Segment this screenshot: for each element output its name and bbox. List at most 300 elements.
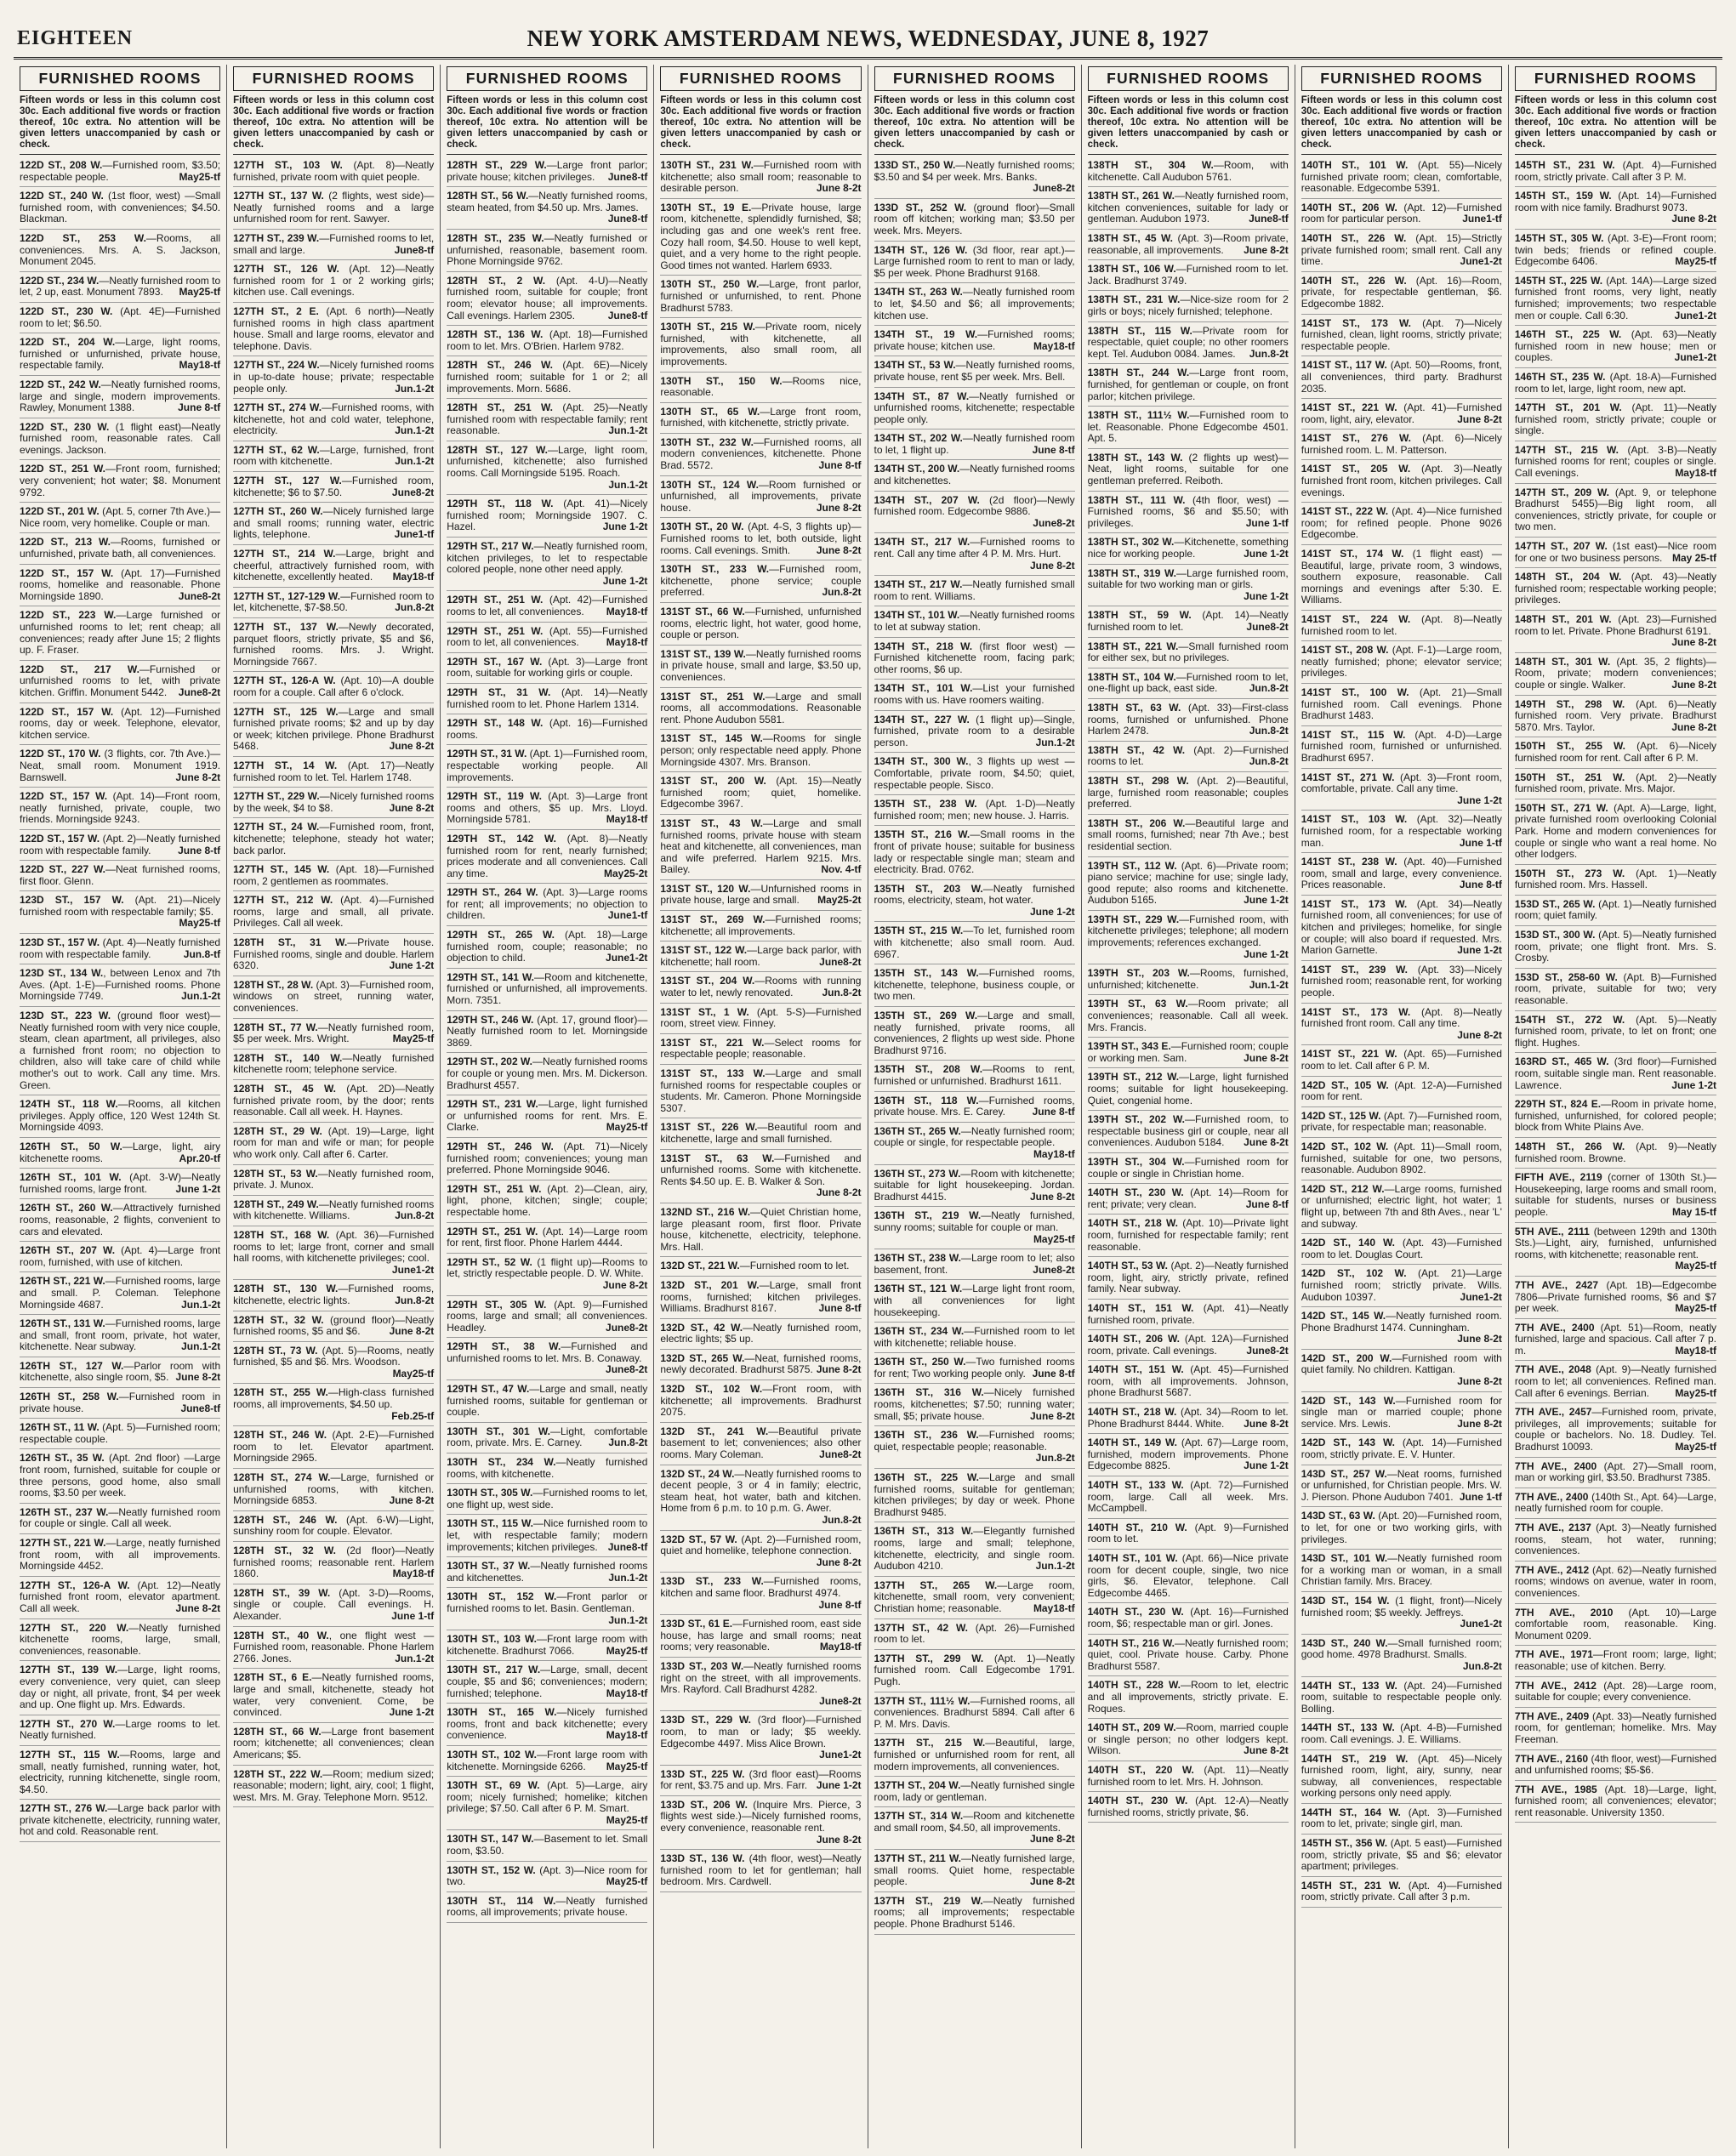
classified-ad	[447, 748, 647, 788]
ad-text: (1st east)—Nice room for one or two business persons.	[1514, 540, 1716, 564]
ad-text: —High-class furnished rooms, all improvements, $4.50 up.	[233, 1386, 435, 1411]
ad-address: 150TH ST., 273 W.	[1514, 867, 1625, 879]
classified-ad	[233, 622, 434, 672]
ad-address: 138TH ST., 304 W.	[1087, 159, 1214, 171]
classified-ad	[660, 1260, 861, 1277]
ad-run-code: May18-tf	[179, 359, 221, 372]
classified-ad	[447, 594, 647, 622]
ad-address: 131ST ST., 226 W.	[660, 1121, 758, 1134]
ad-run-code: June 8-2t	[1029, 1190, 1075, 1203]
ad-text: (4th floor, west)—Furnished and unfurnished rooms; $5-$6.	[1514, 1752, 1716, 1777]
ad-run-code: June 1-2t	[1244, 1459, 1289, 1472]
ad-address: 128TH ST., 39 W.	[233, 1586, 331, 1599]
ad-text: (Apt. 3)—Neatly furnished front room, kitchen privileges. Call evenings.	[1301, 463, 1502, 498]
ad-text: —Two furnished rooms for rent; Two working people only.	[874, 1356, 1075, 1379]
ad-address: 130TH ST., 103 W.	[447, 1633, 537, 1646]
classified-ad	[1515, 1565, 1716, 1604]
classified-ad	[233, 1230, 434, 1280]
classified-ad	[874, 1738, 1075, 1777]
ad-address: 129TH ST., 47 W.	[447, 1383, 530, 1396]
ad-text: —Neatly furnished or unfurnished rooms, kitchenette; respectable people only.	[874, 390, 1075, 425]
ad-text: (Apt. 3)—Nice room for two.	[447, 1863, 648, 1888]
ad-text: (Apt. 14)—Large room for rent, first floor. Phone Harlem 4444.	[447, 1225, 648, 1249]
classified-ad	[447, 972, 647, 1011]
ad-address: 122D ST., 217 W.	[20, 663, 139, 675]
ad-address: 127TH ST., 127 W.	[233, 475, 342, 487]
classified-ad	[1088, 1303, 1289, 1330]
ad-text: —Select rooms for respectable people; reasonable.	[660, 1036, 862, 1061]
ad-text: —Furnished room to let. Jack. Bradhurst 3749.	[1087, 263, 1289, 287]
classified-ad	[1088, 367, 1289, 407]
classified-ad	[1088, 745, 1289, 772]
ad-run-code: June1-2t	[1674, 309, 1716, 321]
ad-text: —Large, light furnished or unfurnished rooms for rent. Mrs. E. Clarke.	[447, 1098, 648, 1134]
ad-text: —Small rooms in the front of private house; suitable for business lady or respectable single man; steam and electricity. Brad. 0762.	[874, 828, 1075, 876]
ad-address: 133D ST., 225 W.	[660, 1767, 745, 1780]
ad-text: (Apt. 6)—Nicely furnished room for rent. Call after 6 P. M.	[1514, 740, 1716, 764]
ad-text: —Large, bright and cheerful, attractively furnished room, with kitchenette, excellently heated.	[233, 548, 435, 583]
classified-ad	[1088, 495, 1289, 534]
ad-run-code: Jun.1-2t	[181, 990, 221, 1003]
ad-run-code: June 8-tf	[178, 401, 221, 414]
ad-text: (Apt. 12-A)—Furnished room for rent.	[1301, 1078, 1502, 1103]
ad-run-code: June8-2t	[1033, 516, 1075, 529]
rate-notice: Fifteen words or less in this column cost 30c. Each additional five words or fraction thereof, 10c extra. No attention will be given letters unaccompanied by cash or check.	[1515, 95, 1716, 155]
classified-ad	[874, 610, 1075, 637]
ad-address: 128TH ST., 31 W.	[233, 936, 348, 949]
ad-text: (Apt. 1)—Neatly furnished room; quiet family.	[1514, 897, 1716, 922]
ad-run-code: May18-tf	[392, 571, 435, 583]
ad-address: 7TH AVE., 2412	[1514, 1563, 1590, 1576]
classified-ad	[1088, 191, 1289, 230]
ad-text: (Apt. 4-U)—Neatly furnished room, suitable for couple; front room; elevator house; all improvements. Call evenings. Harlem 2305.	[447, 274, 648, 321]
ad-run-code: Jun.1-2t	[608, 478, 648, 491]
ad-text: —Large, small front rooms, furnished; kitchen privileges. Williams. Bradhurst 8167.	[660, 1278, 862, 1315]
ad-run-code: June 8-2t	[816, 501, 862, 514]
ad-text: (Apt. 21)—Large furnished room; strictly private. Wills. Audubon 10397.	[1301, 1267, 1502, 1303]
ad-run-code: Jun.8-2t	[608, 1436, 648, 1449]
classified-ad	[233, 760, 434, 788]
classified-ad	[874, 925, 1075, 964]
ad-text: (Apt. 12A)—Furnished room, private. Call evenings.	[1087, 1333, 1289, 1357]
ad-run-code: June1-2t	[1460, 1618, 1502, 1630]
ad-text: —Private house. Furnished rooms, single and double. Harlem 6320.	[233, 936, 435, 972]
ad-text: (Apt. 51)—Room, neatly furnished, large and spacious. Call after 7 p. m.	[1514, 1321, 1716, 1357]
classified-ad	[20, 1803, 220, 1842]
ad-text: (Apt. 67)—Large room, furnished, modern improvements. Phone Edgecombe 8825.	[1087, 1436, 1289, 1472]
ad-run-code: June 8-2t	[1671, 678, 1716, 691]
ad-run-code: June8-tf	[607, 170, 648, 183]
ad-text: —Neatly furnished room to let, 1 flight up.	[874, 432, 1075, 456]
ad-address: 142D ST., 140 W.	[1301, 1237, 1395, 1249]
classified-ad	[1088, 672, 1289, 699]
ad-address: 129TH ST., 251 W.	[447, 624, 544, 637]
ad-address: 129TH ST., 148 W.	[447, 717, 544, 730]
ad-text: —Furnished rooms, all conveniences. Bradhurst 5894. Call after 6 P. M. Mrs. Davis.	[874, 1694, 1075, 1730]
classified-ad	[1088, 537, 1289, 564]
ad-address: 133D ST., 136 W.	[660, 1852, 745, 1865]
ad-run-code: June 8-tf	[1032, 443, 1075, 456]
ad-text: —Neatly furnished room, kitchen conveniences, suitable for lady or gentleman. Audubon 1973.	[1087, 190, 1289, 225]
ad-text: —Furnished and unfurnished rooms to let. Mrs. B. Conaway.	[447, 1340, 648, 1364]
classified-ad	[20, 664, 220, 703]
ad-text: (Apt. 4)—Neatly furnished room with respectable family.	[20, 936, 221, 960]
ad-address: 129TH ST., 119 W.	[447, 790, 542, 803]
ad-address: 127TH ST., 276 W.	[20, 1802, 108, 1815]
ad-text: (Apt. 34)—Neatly furnished room, all conveniences; for use of kitchen and privileges; homelike, for single or couple; will also board if requested. Mrs. Marion Garnette.	[1301, 897, 1502, 957]
ad-text: —Neat, furnished rooms, newly decorated. Bradhurst 5875.	[660, 1351, 862, 1376]
ad-address: 135TH ST., 216 W.	[874, 828, 970, 841]
classified-ad	[1515, 772, 1716, 799]
ad-address: 128TH ST., 246 W.	[233, 1429, 327, 1442]
ad-address: 153D ST., 300 W.	[1514, 929, 1596, 941]
ad-run-code: May25-tf	[606, 1813, 648, 1826]
ad-text: (Apt. 24)—Furnished room, suitable to respectable people only. Bolling.	[1301, 1679, 1502, 1715]
ad-text: (Apt. 2)—Neatly furnished room, light, airy, strictly private, refined family. Near subway.	[1087, 1260, 1289, 1295]
classified-ad	[874, 1387, 1075, 1426]
classified-ad	[874, 714, 1075, 754]
ad-address: 131ST ST., 221 W.	[660, 1036, 765, 1049]
ad-text: —Furnished room to let, kitchenette, $7-$8.50.	[233, 589, 435, 614]
classified-ad	[660, 733, 861, 772]
ad-text: (Apt. 23)—Furnished room to let. Private. Phone Bradhurst 6191.	[1514, 613, 1716, 637]
classified-ad	[660, 914, 861, 941]
ad-text: —Newly decorated, parquet floors, strictly private, $5 and $6, furnished rooms. Mrs. J. Wright. Morningside 7667.	[233, 621, 435, 668]
classified-ad	[1301, 1049, 1502, 1076]
ad-text: (Apt. 3)—Front room, comfortable, private. Call any time.	[1301, 771, 1502, 795]
ad-address: 7TH AVE., 2412	[1514, 1679, 1597, 1692]
classified-ad	[233, 864, 434, 891]
ad-address: 140TH ST., 230 W.	[1087, 1606, 1184, 1618]
ad-text: (Apt. 14A)—Large sized furnished front rooms, very light, neatly furnished; improvements; two respectable men or couple. Call 6:30.	[1514, 274, 1716, 321]
ad-run-code: June 8-2t	[1244, 243, 1289, 256]
ad-run-code: June 8-2t	[816, 1186, 862, 1199]
classified-ad	[660, 1715, 861, 1765]
ad-address: 136TH ST., 273 W.	[874, 1167, 961, 1180]
ad-text: —Furnished room for couple or single in Christian home.	[1087, 1155, 1289, 1180]
classified-ad	[1515, 1784, 1716, 1823]
ad-text: (Apt. 12)—Furnished rooms, day or week. Telephone, elevator, kitchen service.	[20, 705, 221, 741]
ad-text: (Apt. 21)—Nicely furnished room with respectable family; $5.	[20, 894, 221, 918]
classified-ad	[233, 402, 434, 441]
classified-ad	[874, 968, 1075, 1007]
ad-address: 122D ST., 157 W.	[20, 790, 108, 803]
classified-ad	[1301, 614, 1502, 641]
ad-run-code: June 8-2t	[389, 1325, 435, 1338]
ad-run-code: Jun.1-2t	[1249, 978, 1289, 991]
classified-ad	[1515, 276, 1716, 326]
classified-ad	[1088, 914, 1289, 964]
classified-ad	[1301, 1437, 1502, 1465]
classified-ad	[20, 1664, 220, 1715]
ad-address: 137TH ST., 219 W.	[874, 1894, 983, 1907]
ad-address: 142D ST., 212 W.	[1301, 1182, 1385, 1195]
ad-address: 139TH ST., 202 W.	[1087, 1113, 1185, 1126]
classified-ad	[233, 707, 434, 757]
classified-ad	[660, 1280, 861, 1319]
ad-address: 127TH ST., 229 W.	[233, 790, 320, 803]
rate-notice: Fifteen words or less in this column cost 30c. Each additional five words or fraction thereof, 10c extra. No attention will be given letters unaccompanied by cash or check.	[447, 95, 647, 155]
classified-ad	[447, 687, 647, 714]
ad-address: 130TH ST., 305 W.	[447, 1487, 533, 1499]
classified-ad	[1088, 641, 1289, 668]
ad-text: —Unfurnished rooms in private house, large and small.	[660, 882, 862, 907]
ad-run-code: June 8-2t	[1457, 1375, 1502, 1388]
ad-text: —Neatly furnished room, electric lights; $5 up.	[660, 1321, 862, 1345]
ad-address: 130TH ST., 152 W.	[447, 1590, 557, 1603]
ad-address: 127TH ST., 145 W.	[233, 863, 330, 876]
classified-ad	[233, 1727, 434, 1766]
ad-run-code: May25-2t	[817, 894, 862, 907]
ad-text: (1 flight up)—Single, furnished, private room to a desirable person.	[874, 713, 1075, 748]
ad-run-code: Jun.8-2t	[395, 1209, 435, 1222]
ad-address: 133D ST., 229 W.	[660, 1714, 751, 1727]
classified-ad	[1301, 1268, 1502, 1307]
ad-run-code: June 1-2t	[389, 1706, 435, 1719]
classified-ad	[20, 1719, 220, 1746]
classified-column	[441, 65, 654, 2148]
classified-ad	[1515, 1461, 1716, 1488]
ad-address: 140TH ST., 151 W.	[1087, 1363, 1184, 1376]
ad-address: 128TH ST., 127 W.	[447, 443, 548, 456]
classified-ad	[447, 360, 647, 399]
ad-text: (Apt. 18)—Furnished room, 2 gentlemen as roommates.	[233, 863, 435, 887]
ad-address: 140TH ST., 151 W.	[1087, 1301, 1194, 1314]
ad-address: 135TH ST., 143 W.	[874, 967, 979, 980]
ad-address: 130TH ST., 147 W.	[447, 1833, 534, 1846]
ad-address: 130TH ST., 19 E.	[660, 201, 752, 213]
ad-text: —Furnished rooms; kitchenette; all improvements.	[660, 913, 862, 937]
ad-address: 122D ST., 223 W.	[20, 609, 117, 622]
classified-ad	[1088, 294, 1289, 321]
ad-run-code: June 8-2t	[1029, 1409, 1075, 1422]
ad-text: (ground floor)—Neatly furnished rooms, $5 and $6.	[233, 1313, 435, 1338]
classified-ad	[447, 1634, 647, 1661]
ad-address: 142D ST., 105 W.	[1301, 1078, 1389, 1091]
classified-ad	[1088, 452, 1289, 492]
ad-text: —Large and small, neatly furnished, private rooms, all conveniences, 2 flights up west side. Phone Bradhurst 9716.	[874, 1010, 1075, 1056]
classified-ad	[1301, 1396, 1502, 1435]
ad-text: —Furnished room to let.	[739, 1260, 850, 1272]
ad-address: 148TH ST., 201 W.	[1514, 613, 1612, 625]
classified-column	[14, 65, 227, 2148]
ad-run-code: Jun.1-2t	[395, 382, 435, 395]
ad-address: 122D ST., 157 W.	[20, 832, 100, 845]
ad-run-code: May18-tf	[606, 1729, 648, 1742]
classified-ad	[20, 379, 220, 418]
ad-text: —Furnished and unfurnished rooms. Some with kitchenette. Rents $4.50 up. E. B. Walker & Son.	[660, 1152, 862, 1187]
classified-column	[654, 65, 868, 2148]
ad-text: (Apt. F-1)—Large room, neatly furnished; phone; elevator service; privileges.	[1301, 644, 1502, 680]
classified-ad	[20, 707, 220, 746]
classified-ad	[1088, 703, 1289, 742]
ad-text: (ground floor west)—Neatly furnished room with very nice couple, steam, clean apartment, all privileges, also a furnished front room; no objection to children, also will take care of child while mother's out to work. Call any time. Mrs. Green.	[20, 1010, 221, 1091]
ad-text: —Neatly furnished rooms, with kitchenette.	[447, 1456, 648, 1480]
classified-ad	[660, 564, 861, 603]
ad-text: (Apt. 19)—Large, light room for man and wife or man; for people who work only. Call after 6. Carter.	[233, 1124, 435, 1160]
ad-text: (Apt. 3)—Furnished room to let, private; single girl, man.	[1301, 1806, 1502, 1830]
classified-ad	[660, 976, 861, 1003]
ad-run-code: Jun.8-2t	[1249, 347, 1289, 360]
ad-text: —Large furnished or unfurnished rooms to let; rent cheap; all conveniences; ready after June 15; 2 flights up. F. Fraser.	[20, 609, 221, 657]
ad-run-code: June 8-2t	[389, 740, 435, 753]
classified-ad	[874, 799, 1075, 826]
ad-text: (2d floor)—Newly furnished room. Edgecombe 9886.	[874, 493, 1075, 518]
classified-ad	[1301, 1237, 1502, 1265]
ad-run-code: Jun.1-2t	[1035, 736, 1075, 748]
ad-text: (Apt. 3)—Room private, reasonable, all improvements.	[1087, 231, 1289, 256]
ad-text: —Rooms for single person; only respectable need apply. Phone Morningside 4307. Mrs. Branson.	[660, 732, 862, 768]
classified-ad	[1088, 1218, 1289, 1257]
ad-address: 5TH AVE., 2111	[1514, 1225, 1590, 1237]
ad-run-code: Jun.8-tf	[183, 947, 221, 960]
section-heading: FURNISHED ROOMS	[874, 66, 1075, 91]
classified-ad	[660, 1323, 861, 1350]
ad-run-code: Jun.1-2t	[608, 1571, 648, 1584]
ad-address: 131ST ST., 63 W.	[660, 1152, 775, 1164]
ad-text: (Apt. 4)—Large front room, furnished, with use of kitchen.	[20, 1244, 221, 1268]
classified-ad	[660, 1038, 861, 1065]
ad-address: 127TH ST., 115 W.	[20, 1748, 120, 1761]
ad-text: (Apt. 5)—Neatly furnished room, private; one flight front. Mrs. S. Crosby.	[1514, 929, 1716, 964]
ad-text: —Basement to let. Small room, $3.50.	[447, 1833, 648, 1857]
ad-text: —Furnished room; couple or working men. Sam.	[1087, 1040, 1289, 1064]
ad-address: 136TH ST., 250 W.	[874, 1356, 966, 1368]
ad-text: (Apt. 2)—Clean, airy, light, phone, kitchen; single; couple; respectable home.	[447, 1182, 648, 1218]
classified-ad	[447, 1707, 647, 1746]
ad-text: (Apt. 72)—Furnished room, large. Call all week. Mrs. McCampbell.	[1087, 1479, 1289, 1515]
ad-text: —Room, with kitchenette. Call Audubon 5761.	[1087, 159, 1289, 183]
ad-text: —Neatly furnished room for couple or single. Call all week.	[20, 1505, 221, 1530]
ad-address: 122D ST., 240 W.	[20, 190, 104, 202]
classified-ad	[1515, 1015, 1716, 1054]
classified-ad	[660, 376, 861, 403]
ad-run-code: June 8-tf	[1032, 1106, 1075, 1118]
ad-address: 138TH ST., 111 W.	[1087, 493, 1186, 506]
classified-ad	[233, 1199, 434, 1226]
classified-ad	[1088, 410, 1289, 449]
classified-ad	[1301, 1353, 1502, 1392]
ad-text: —Neatly furnished room; quiet, cool. Private house. Carby. Phone Bradhurst 5587.	[1087, 1636, 1289, 1672]
ad-address: 127TH ST., 126 W.	[233, 263, 339, 276]
classified-ad	[1301, 276, 1502, 315]
classified-ad	[1515, 741, 1716, 768]
ad-run-code: May25-tf	[1675, 1386, 1716, 1399]
ad-address: 163RD ST., 465 W.	[1514, 1055, 1609, 1068]
ad-run-code: June1-tf	[1462, 213, 1502, 225]
classified-ad	[233, 306, 434, 356]
ad-run-code: May25-tf	[1033, 1232, 1075, 1245]
ad-run-code: June1-2t	[606, 952, 648, 964]
page-number: EIGHTEEN	[17, 27, 134, 49]
ad-run-code: Jun.8-2t	[822, 1514, 862, 1526]
ad-text: (Apt. 4-S, 3 flights up)—Furnished rooms to let, both outside, light rooms. Call evenings. Smith.	[660, 521, 862, 556]
classified-ad	[1088, 1765, 1289, 1792]
classified-ad	[874, 1580, 1075, 1619]
classified-ad	[233, 1630, 434, 1670]
ad-address: 131ST ST., 122 W.	[660, 944, 748, 957]
ad-address: 129TH ST., 251 W.	[447, 1225, 538, 1237]
ad-text: —Neatly furnished single room, lady or gentleman.	[874, 1779, 1075, 1803]
ad-address: 7TH AVE., 2137	[1514, 1522, 1591, 1533]
ad-address: 131ST ST., 145 W.	[660, 732, 763, 745]
ad-text: —Room with kitchenette; suitable for light housekeeping. Jordan. Bradhurst 4415.	[874, 1167, 1075, 1203]
ad-address: 122D ST., 157 W.	[20, 705, 114, 718]
ad-run-code: Apr.20-tf	[179, 1152, 221, 1164]
classified-ad	[20, 1749, 220, 1800]
ad-text: (Apt. 6E)—Nicely furnished room; suitable for 1 or 2; all improvements. Morn. 5686.	[447, 359, 648, 395]
ad-text: —Small furnished room for either sex, but no privileges.	[1087, 640, 1289, 664]
ad-address: 128TH ST., 40 W.	[233, 1629, 329, 1641]
ad-text: —Furnished rooms; quiet, respectable people; reasonable.	[874, 1429, 1075, 1453]
ad-address: 131ST ST., 120 W.	[660, 882, 751, 895]
ad-address: 141ST ST., 103 W.	[1301, 813, 1408, 826]
ad-address: 134TH ST., 101 W.	[874, 609, 960, 622]
ad-address: 131ST ST., 133 W.	[660, 1067, 766, 1079]
ad-run-code: Jun.8-2t	[1249, 755, 1289, 768]
ad-address: 122D ST., 230 W.	[20, 304, 113, 317]
ad-address: 122D ST., 242 W.	[20, 378, 101, 390]
ad-text: —Rooms to rent, furnished or unfurnished. Bradhurst 1611.	[874, 1063, 1075, 1087]
classified-ad	[447, 329, 647, 356]
ad-address: 127TH ST., 126-A W.	[20, 1579, 130, 1591]
classified-ad	[660, 818, 861, 880]
ad-text: (Apt. 3)—Large front room, suitable for working girls or couple.	[447, 655, 648, 680]
ad-text: —Neatly furnished room for a working man or woman, in a small Christian family. Mrs. Bracey.	[1301, 1552, 1502, 1588]
ad-address: 122D ST., 253 W.	[20, 231, 146, 244]
classified-ad	[447, 833, 647, 884]
ad-text: (Apt. 65)—Furnished room to let. Call after 6 P. M.	[1301, 1048, 1502, 1072]
ad-text: —Furnished rooms to let, one flight up, west side.	[447, 1487, 648, 1510]
ad-text: (Apt. B)—Furnished room, private, suitable for two; very reasonable.	[1514, 970, 1716, 1007]
classified-ad	[1301, 1838, 1502, 1877]
classified-ad	[1515, 868, 1716, 896]
ad-run-code: June 8-tf	[818, 1598, 862, 1611]
ad-text: —Rooms, furnished, unfurnished; kitchenette.	[1087, 967, 1289, 991]
ad-address: 138TH ST., 319 W.	[1087, 566, 1176, 579]
ad-text: —Beautiful room and kitchenette, large and small furnished.	[660, 1121, 862, 1145]
classified-ad	[1515, 699, 1716, 738]
ad-text: —Furnished room, east side house, has large and small rooms; neat rooms; very reasonable.	[660, 1618, 862, 1653]
classified-ad	[660, 1576, 861, 1615]
ad-run-code: May 15-tf	[1671, 1205, 1716, 1218]
ad-text: —Furnished rooms; private house; kitchen use.	[874, 328, 1075, 352]
ad-text: (ground floor)—Small room off kitchen; working man; $3.50 per week. Mrs. Meyers.	[874, 201, 1075, 236]
ad-run-code: June8-tf	[607, 309, 648, 321]
ad-address: 128TH ST., 136 W.	[447, 328, 544, 341]
ad-text: —Neatly furnished rooms, private house, rent $5 per week. Mrs. Bell.	[874, 359, 1075, 383]
ad-run-code: June8-tf	[607, 1540, 648, 1553]
ad-text: (Apt. 5)—Large, airy room; nicely furnished; homelike; kitchen privilege; $7.50. Call after 6 P. M. Smart.	[447, 1779, 648, 1815]
ad-run-code: June 1-2t	[602, 521, 648, 533]
ad-text: —Large room, kitchenette, small room, very convenient; Christian home; reasonable.	[874, 1579, 1075, 1614]
ad-address: 128TH ST., 2 W.	[447, 274, 546, 287]
ad-run-code: Jun.1-2t	[608, 424, 648, 437]
ad-address: 138TH ST., 45 W.	[1087, 231, 1174, 244]
ad-address: 138TH ST., 302 W.	[1087, 536, 1175, 549]
ad-text: (Apt. 62)—Neatly furnished rooms; windows on avenue, water in room, conveniences.	[1514, 1563, 1716, 1599]
ad-address: 122D ST., 230 W.	[20, 420, 110, 433]
section-heading: FURNISHED ROOMS	[1515, 66, 1716, 91]
ad-address: 133D ST., 61 E.	[660, 1618, 733, 1630]
ad-text: —Furnished rooms to let, small and large.	[233, 231, 435, 256]
classified-column	[1295, 65, 1509, 2148]
ad-text: , one flight west —Furnished room, reasonable. Phone Harlem 2766. Jones.	[233, 1629, 435, 1664]
classified-ad	[1515, 1711, 1716, 1750]
ad-address: 7TH AVE., 2048	[1514, 1363, 1591, 1376]
ad-text: (Apt. 9)—Neatly furnished room to let; all conveniences. Refined man. Call after 6 evenings. Berrian.	[1514, 1363, 1716, 1399]
ad-address: 138TH ST., 111½ W.	[1087, 409, 1190, 422]
